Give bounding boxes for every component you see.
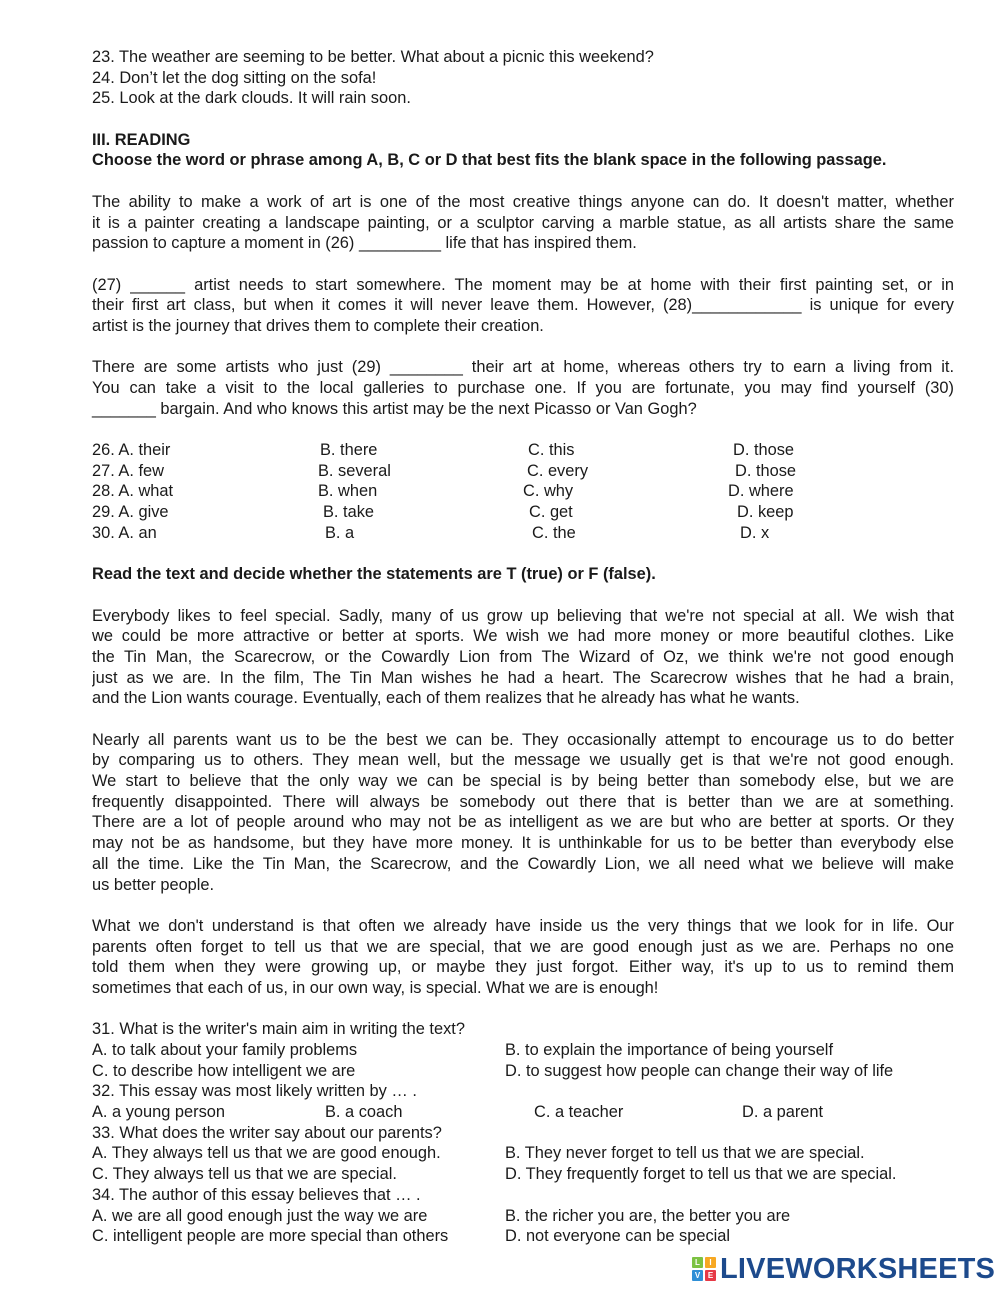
worksheet — [92, 47, 954, 1247]
tf-paragraph-line: We start to believe that the only way we can be special is by being better than somebody else, but we are — [92, 772, 954, 791]
option: 29. A. give — [92, 503, 169, 522]
logo-letter: I — [705, 1257, 716, 1268]
answer-row — [92, 1164, 954, 1185]
question: 31. What is the writer's main aim in writing the text? — [92, 1020, 465, 1039]
option: B. there — [320, 441, 378, 460]
option: A. a young person — [92, 1103, 226, 1122]
option-row — [92, 481, 954, 502]
spacer — [92, 999, 954, 1020]
option: D. x — [740, 523, 770, 542]
option: C. this — [528, 441, 575, 460]
tf-paragraph-line: frequently disappointed. There will always be somebody out there that is better than we are at something. — [92, 792, 954, 811]
passage-paragraph-line: artist is the journey that drives them to complete their creation. — [92, 316, 544, 335]
spacer — [92, 419, 954, 440]
spacer — [92, 709, 954, 730]
answer-row — [92, 1040, 954, 1061]
spacer — [92, 254, 954, 275]
answer-row — [92, 1226, 954, 1247]
tf-paragraph-line: we could be more attractive or better at sports. We wish we had more money or more beautiful clothes. Like — [92, 627, 954, 646]
grammar-item: 25. Look at the dark clouds. It will rain soon. — [92, 89, 411, 108]
tf-paragraph-line: just as we are. In the film, The Tin Man wishes he had a heart. The Scarecrow wishes that he had a brain, — [92, 668, 954, 687]
passage-paragraph-line: _______ bargain. And who knows this artist may be the next Picasso or Van Gogh? — [92, 399, 697, 418]
logo-text: LIVEWORKSHEETS — [720, 1252, 996, 1285]
section-heading: III. READING — [92, 130, 191, 149]
tf-paragraph-line: Everybody likes to feel special. Sadly, many of us grow up believing that we're not special at all. We wish that — [92, 606, 954, 625]
spacer — [92, 585, 954, 606]
option: C. why — [523, 482, 574, 501]
option: B. They never forget to tell us that we are special. — [505, 1144, 865, 1163]
passage-paragraph-line: The ability to make a work of art is one of the most creative things anyone can do. It doesn't matter, whether — [92, 192, 954, 211]
tf-paragraph-line: Nearly all parents want us to be the best we can be. They occasionally attempt to encourage us to do better — [92, 730, 954, 749]
question: 33. What does the writer say about our parents? — [92, 1123, 442, 1142]
passage-paragraph-line: (27) ______ artist needs to start somewhere. The moment may be at home with their first painting set, or in — [92, 275, 954, 294]
spacer — [92, 337, 954, 358]
logo-letter: L — [692, 1257, 703, 1268]
option: A. we are all good enough just the way we are — [92, 1206, 428, 1225]
option: A. to talk about your family problems — [92, 1041, 358, 1059]
tf-paragraph-line: There are a lot of people around who may not be as intelligent as we are but who are better at sports. Or they — [92, 813, 954, 832]
option: D. where — [728, 482, 794, 501]
tf-paragraph-line: and the Lion wants courage. Eventually, each of them realizes that he already has what he wants. — [92, 689, 800, 708]
option: C. to describe how intelligent we are — [92, 1061, 356, 1080]
option: C. They always tell us that we are special. — [92, 1165, 397, 1184]
option: B. to explain the importance of being yourself — [505, 1041, 834, 1059]
tf-paragraph-line: may not be as handsome, but they have more money. It is unthinkable for us to be better than everybody else — [92, 834, 954, 853]
option: D. those — [735, 461, 797, 480]
option: 30. A. an — [92, 523, 157, 542]
question: 32. This essay was most likely written by … . — [92, 1082, 417, 1101]
tf-paragraph-line: parents often forget to tell us that we are special, that we are good enough just as we are. Perhaps no one — [92, 937, 954, 956]
option: 28. A. what — [92, 482, 174, 501]
option: C. the — [532, 523, 576, 542]
tf-paragraph-line: sometimes that each of us, in our own way, is special. What we are is enough! — [92, 978, 659, 997]
tf-instruction: Read the text and decide whether the statements are T (true) or F (false). — [92, 565, 656, 584]
option: C. a teacher — [534, 1103, 624, 1122]
option: A. They always tell us that we are good enough. — [92, 1144, 441, 1163]
reading-instruction: Choose the word or phrase among A, B, C or D that best fits the blank space in the following passage. — [92, 151, 887, 170]
tf-paragraph-line: all the time. Like the Tin Man, the Scarecrow, and the Cowardly Lion, we all need what we believe will make — [92, 854, 954, 873]
option: C. get — [529, 503, 573, 522]
answer-row — [92, 1102, 954, 1123]
passage-paragraph-line: passion to capture a moment in (26) _________ life that has inspired them. — [92, 234, 637, 253]
liveworksheets-logo — [692, 1254, 995, 1284]
option: D. not everyone can be special — [505, 1227, 731, 1246]
spacer — [92, 109, 954, 130]
tf-paragraph-line: told them when they were growing up, or maybe they just forgot. Either way, it's up to us to remind them — [92, 958, 954, 977]
option: 27. A. few — [92, 461, 164, 480]
option: B. take — [323, 503, 375, 522]
option: D. to suggest how people can change their way of life — [505, 1061, 894, 1080]
answer-row — [92, 1061, 954, 1082]
logo-letter: V — [692, 1270, 703, 1281]
logo-squares-icon — [692, 1257, 716, 1281]
passage-paragraph-line: You can take a visit to the local galleries to purchase one. If you are fortunate, you may find yourself (30) — [92, 379, 954, 397]
spacer — [92, 171, 954, 192]
option: B. a — [325, 523, 355, 542]
option: D. a parent — [742, 1103, 824, 1122]
option: B. several — [318, 461, 391, 480]
spacer — [92, 544, 954, 565]
answer-row — [92, 1143, 954, 1164]
option-row — [92, 523, 954, 544]
option: D. keep — [737, 503, 794, 522]
option: 26. A. their — [92, 441, 171, 460]
tf-paragraph-line: us better people. — [92, 875, 215, 894]
grammar-item: 24. Don’t let the dog sitting on the sofa! — [92, 68, 377, 87]
option-row — [92, 461, 954, 482]
tf-paragraph-line: What we don't understand is that often we already have inside us the very things that we look for in life. Our — [92, 916, 954, 935]
option: B. a coach — [325, 1103, 403, 1122]
option: D. those — [733, 441, 795, 460]
passage-paragraph-line: their first art class, but when it comes it will never leave them. However, (28)____________ is unique for every — [92, 296, 954, 315]
tf-paragraph-line: by comparing us to others. They mean well, but the message we usually get is that we're not good enough. — [92, 751, 954, 770]
spacer — [92, 895, 954, 916]
option: B. the richer you are, the better you are — [505, 1206, 791, 1225]
option: D. They frequently forget to tell us that we are special. — [505, 1165, 897, 1184]
passage-paragraph-line: There are some artists who just (29) ________ their art at home, whereas others try to earn a living from it. — [92, 358, 954, 377]
logo-letter: E — [705, 1270, 716, 1281]
option-row — [92, 440, 954, 461]
option: C. intelligent people are more special than others — [92, 1227, 449, 1246]
option: C. every — [527, 461, 589, 480]
option: B. when — [318, 482, 378, 501]
passage-paragraph-line: it is a painter creating a landscape painting, or a sculptor carving a marble statue, as all artists share the same — [92, 213, 954, 232]
option-row — [92, 502, 954, 523]
answer-row — [92, 1206, 954, 1227]
grammar-item: 23. The weather are seeming to be better. What about a picnic this weekend? — [92, 48, 654, 66]
tf-paragraph-line: the Tin Man, the Scarecrow, or the Cowardly Lion from The Wizard of Oz, we think we're not good enough — [92, 647, 954, 666]
question: 34. The author of this essay believes that … . — [92, 1185, 421, 1204]
